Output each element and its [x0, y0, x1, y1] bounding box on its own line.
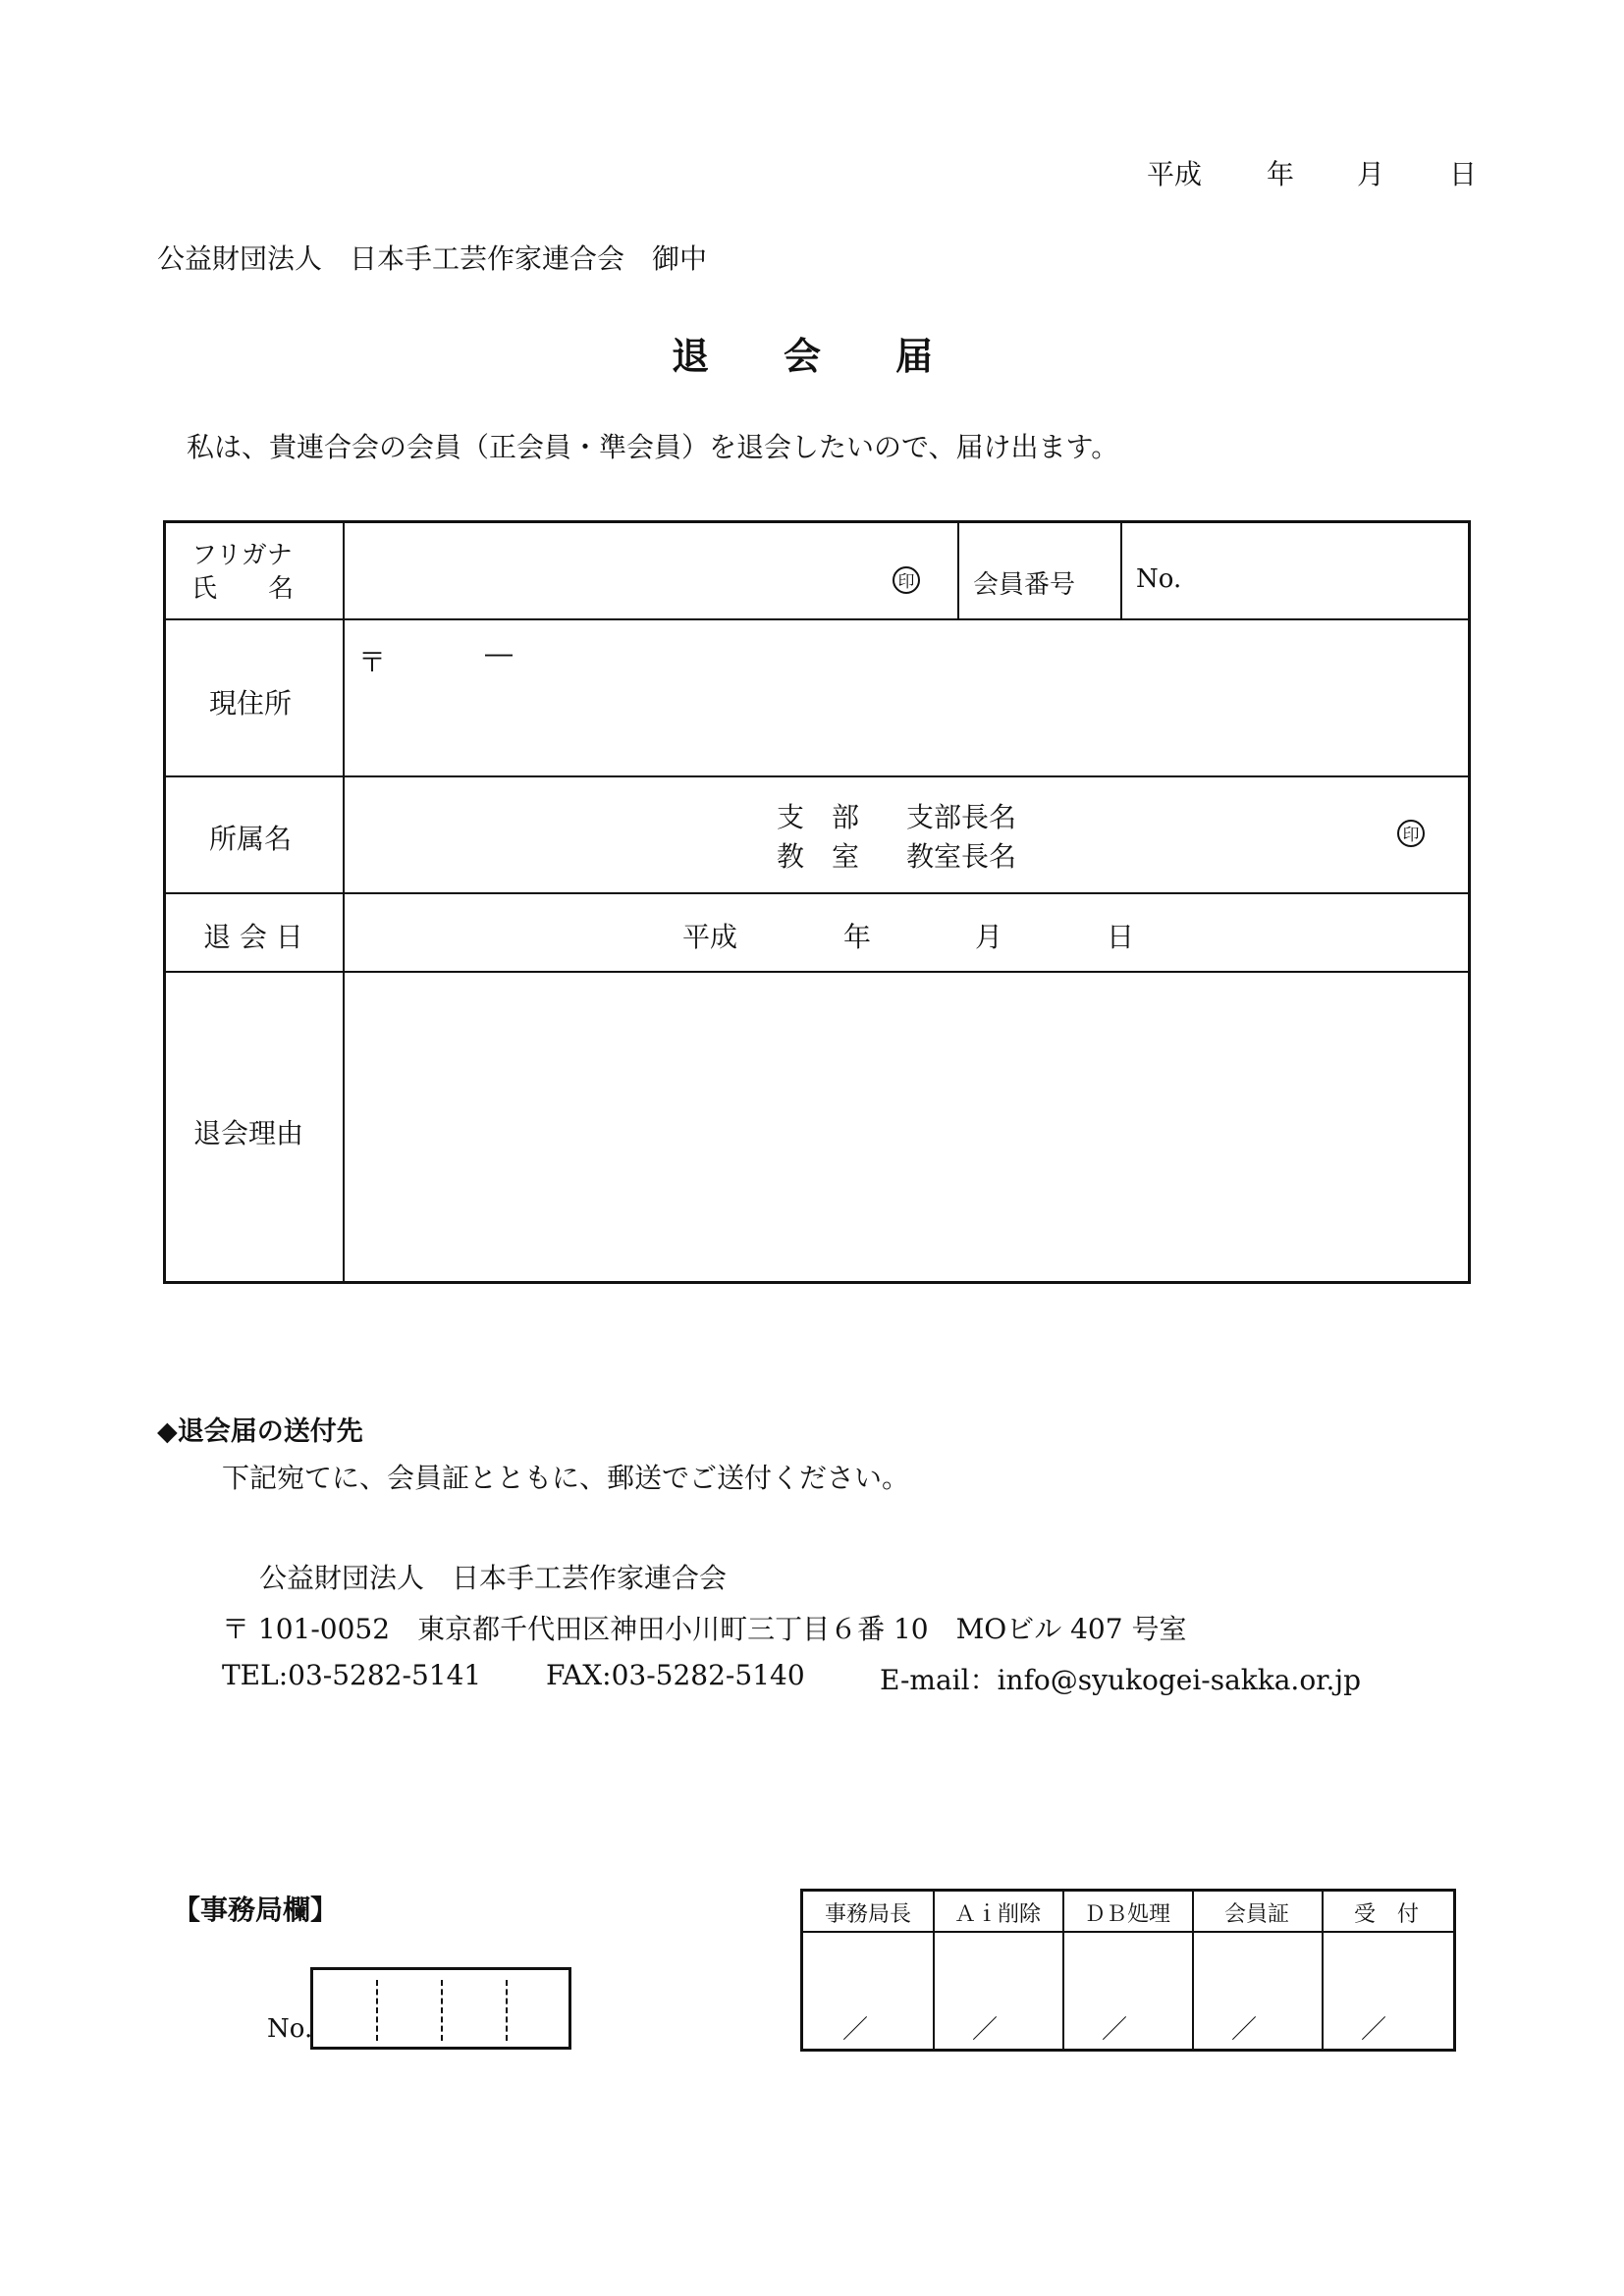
no-box-divider — [506, 1980, 508, 2041]
stamp-col-member-card: 会員証 — [1223, 1902, 1289, 1927]
date-month: 月 — [1357, 158, 1385, 190]
row-divider — [166, 618, 1468, 620]
send-to-instruction: 下記宛てに、会員証とともに、郵送でご送付ください。 — [222, 1462, 910, 1494]
date-year: 年 — [1267, 158, 1295, 190]
class-head-label: 教室長名 — [906, 840, 1017, 873]
leave-date-era: 平成 — [682, 921, 738, 953]
row-divider — [166, 892, 1468, 894]
member-no-label: 会員番号 — [973, 570, 1076, 600]
affiliation-label: 所属名 — [209, 823, 293, 855]
send-to-fax: FAX:03-5282-5140 — [546, 1659, 805, 1691]
no-box-divider — [441, 1980, 443, 2041]
reason-label: 退会理由 — [193, 1117, 304, 1149]
office-stamp-table — [800, 1889, 1456, 2052]
send-to-address: 〒 101-0052 東京都千代田区神田小川町三丁目６番 10 MOビル 407 号室 — [222, 1613, 1187, 1645]
affiliation-seal-mark: 印 — [1397, 820, 1425, 847]
row-divider — [166, 971, 1468, 973]
office-no-label: No. — [267, 2014, 313, 2044]
stamp-slash: ／ — [972, 2015, 999, 2045]
name-label: 氏 名 — [191, 574, 295, 604]
leave-date-field[interactable] — [716, 902, 1128, 965]
stamp-col-db: ＤＢ処理 — [1083, 1902, 1170, 1927]
postal-mark: 〒 — [358, 646, 387, 678]
send-to-heading: ◆退会届の送付先 — [157, 1416, 363, 1447]
address-label: 現住所 — [209, 687, 293, 720]
stamp-col-ai-delete: Ａｉ削除 — [953, 1902, 1041, 1927]
recipient: 公益財団法人 日本手工芸作家連合会 御中 — [157, 242, 708, 275]
office-heading: 【事務局欄】 — [173, 1894, 339, 1926]
name-kana-label: フリガナ — [191, 541, 293, 570]
date-day: 日 — [1449, 158, 1478, 190]
leave-date-month: 月 — [975, 921, 1003, 953]
member-no-divider — [1120, 523, 1122, 618]
label-column-divider — [343, 523, 345, 1281]
send-to-tel: TEL:03-5282-5141 — [222, 1659, 482, 1691]
stamp-col-director: 事務局長 — [824, 1902, 911, 1927]
page-title: 退 会 届 — [672, 334, 934, 378]
name-field[interactable] — [358, 527, 947, 614]
branch-head-label: 支部長名 — [906, 801, 1017, 833]
withdrawal-form-table — [163, 520, 1471, 1284]
send-to-email: E-mail：info@syukogei-sakka.or.jp — [880, 1664, 1362, 1696]
send-to-org: 公益財団法人 日本手工芸作家連合会 — [259, 1562, 728, 1594]
stamp-slash: ／ — [842, 2015, 869, 2045]
class-label: 教 室 — [777, 840, 860, 873]
leave-date-day: 日 — [1107, 921, 1135, 953]
postal-dash: ― — [485, 637, 513, 669]
leave-date-label: 退 会 日 — [203, 921, 303, 953]
date-era: 平成 — [1147, 158, 1203, 190]
branch-label: 支 部 — [777, 801, 860, 833]
row-divider — [166, 775, 1468, 777]
stamp-slash: ／ — [1361, 2015, 1387, 2045]
office-no-box[interactable] — [310, 1967, 571, 2050]
address-field[interactable] — [402, 625, 1452, 769]
member-no-field[interactable] — [1177, 527, 1462, 614]
name-divider — [957, 523, 959, 618]
reason-field[interactable] — [352, 979, 1462, 1273]
stamp-col-reception: 受 付 — [1353, 1902, 1419, 1927]
stamp-slash: ／ — [1102, 2015, 1128, 2045]
seal-mark: 印 — [893, 566, 920, 594]
no-box-divider — [376, 1980, 378, 2041]
stamp-slash: ／ — [1231, 2015, 1258, 2045]
statement: 私は、貴連合会の会員（正会員・準会員）を退会したいので、届け出ます。 — [187, 431, 1119, 463]
member-no-prefix: No. — [1136, 564, 1182, 594]
leave-date-year: 年 — [843, 921, 872, 953]
affiliation-head-field[interactable] — [1050, 782, 1383, 884]
